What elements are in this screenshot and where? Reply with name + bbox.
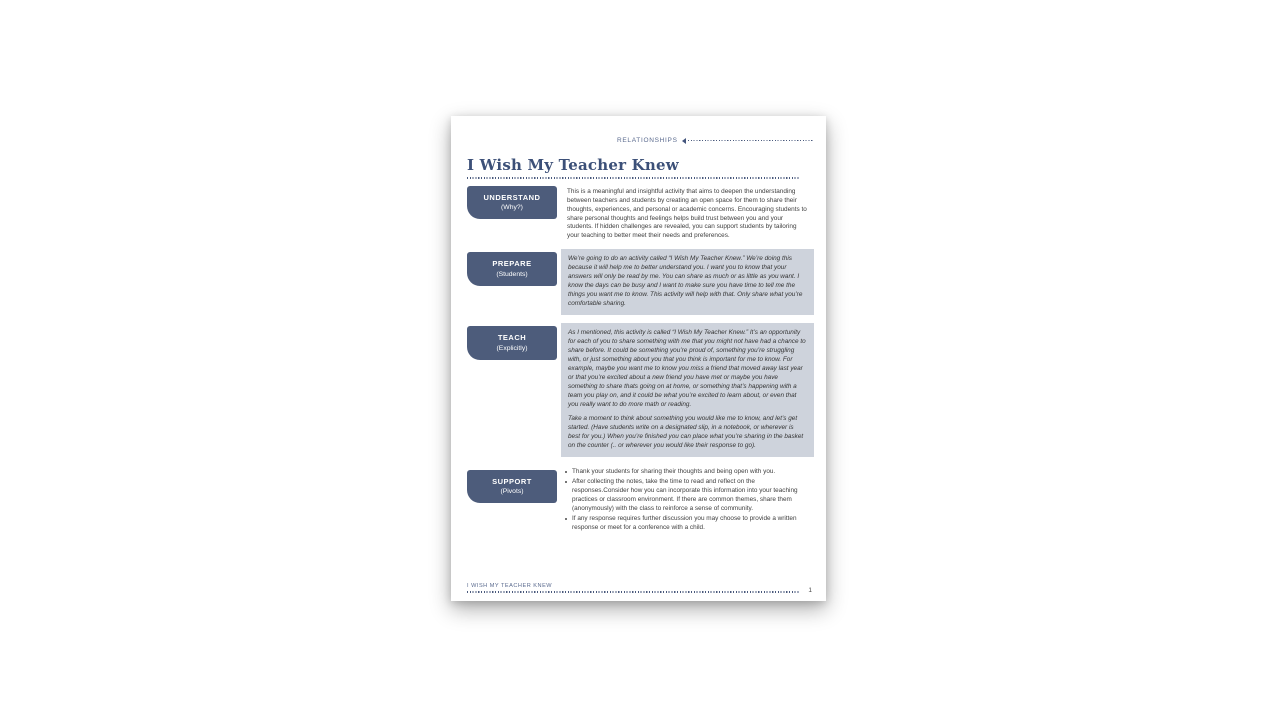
prepare-tab-sublabel: (Students) (496, 270, 528, 278)
teach-script-block (561, 323, 814, 457)
title-dotted-rule (467, 177, 800, 179)
document-header (617, 137, 814, 144)
understand-paragraph: This is a meaningful and insightful activity that aims to deepen the understanding between teachers and students by creating an open space for them to share their thoughts, experiences, and personal or academic concerns. Encouraging students to share personal thoughts and feelings helps build trust between you and your students. If hidden challenges are revealed, you can support students by tailoring your teaching to better meet their needs and preferences. (567, 187, 807, 240)
teach-paragraph-2: Take a moment to think about something you would like me to know, and let’s get started. (Have students write on a designated slip, in a notebook, or wherever is best for you.) When you’re finished you can place what you’re sharing in the basket on the counter (.. or wherever you would like their response to go). (568, 414, 804, 449)
section-understand (467, 186, 814, 242)
understand-tab-label: UNDERSTAND (483, 192, 541, 202)
support-bullet-list (563, 468, 812, 533)
prepare-tab (467, 252, 557, 286)
teach-tab-sublabel: (Explicitly) (496, 344, 528, 352)
support-body (561, 467, 814, 534)
teach-paragraph-1: As I mentioned, this activity is called “I Wish My Teacher Knew.” It’s an opportunity for each of you to share something with me that you might not have had a chance to share before. It could be something you’re proud of, something you’re struggling with, or just something about you that you think is important for me to know. For example, maybe you want me to know you miss a friend that moved away last year or that you’re excited about a new friend you have met or maybe you have something to share thats going on at home, or something that’s happening with a team you play on, and it could be what you’re excited to learn about, or even that you really want to do more math or reading. (568, 329, 806, 408)
teach-tab (467, 326, 557, 360)
footer-title-label: I WISH MY TEACHER KNEW (467, 583, 553, 590)
page-number: 1 (808, 587, 812, 594)
section-prepare (467, 249, 814, 315)
support-bullet-1: Thank your students for sharing their thoughts and being open with you. (563, 468, 812, 477)
prepare-tab-label: PREPARE (492, 259, 532, 269)
left-triangle-icon (682, 138, 686, 144)
section-category-label: RELATIONSHIPS (617, 137, 678, 144)
header-dotted-rule (688, 140, 814, 142)
support-tab (467, 470, 557, 504)
understand-body (561, 186, 814, 242)
document-page (451, 116, 826, 601)
understand-tab-sublabel: (Why?) (501, 204, 523, 212)
footer-dotted-rule (467, 591, 799, 593)
support-tab-sublabel: (Pivots) (500, 488, 524, 496)
page-title: I Wish My Teacher Knew (467, 156, 679, 174)
teach-tab-label: TEACH (497, 333, 527, 343)
prepare-paragraph: We’re going to do an activity called “I Wish My Teacher Knew.” We’re doing this because it will help me to better understand you. I want you to know that your answers will only be read by me. You can share as much or as little as you want. I know the days can be busy and I want to make sure you have time to tell me the things you want me to know. This activity will help with that. Only share what you’re comfortable sharing. (568, 255, 803, 308)
support-bullet-2: After collecting the notes, take the time to read and reflect on the responses.Consider how you can incorporate this information into your teaching practices or classroom environment. If there are common themes, share them (anonymously) with the class to reinforce a sense of community. (563, 478, 812, 514)
footer-left (467, 583, 799, 593)
prepare-script-block (561, 249, 814, 315)
support-tab-label: SUPPORT (492, 476, 532, 486)
section-teach (467, 323, 814, 457)
understand-tab (467, 186, 557, 220)
section-support (467, 467, 814, 534)
support-bullet-3: If any response requires further discussion you may choose to provide a written response or meet for a conference with a child. (563, 515, 812, 533)
document-footer (467, 583, 814, 593)
